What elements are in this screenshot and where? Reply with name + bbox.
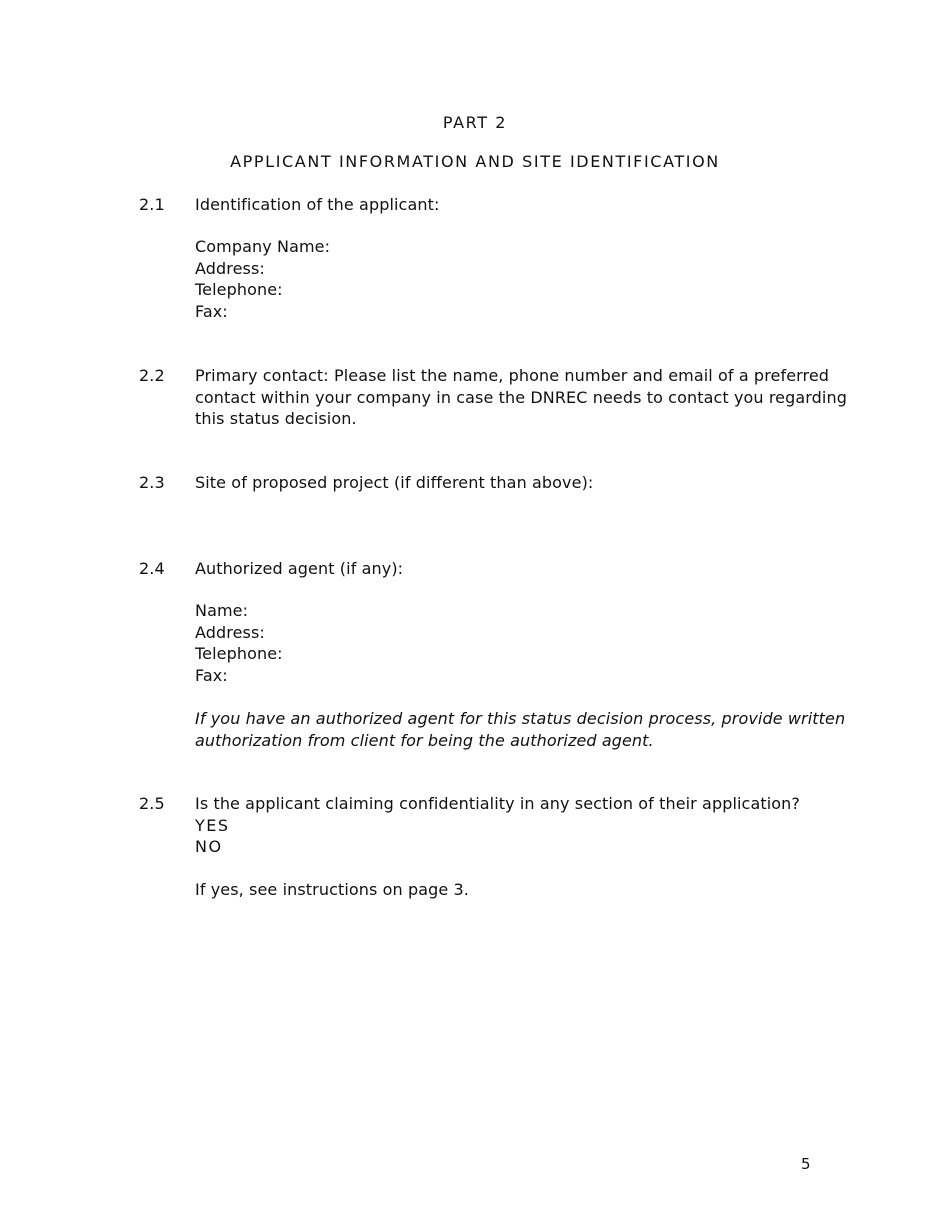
agent-fields [195,600,283,686]
primary-contact-line-2: contact within your company in case the DNREC needs to contact you regarding [195,387,847,407]
confidentiality-question: Is the applicant claiming confidentiality in any section of their application? [195,794,800,813]
section-title: APPLICANT INFORMATION AND SITE IDENTIFICATION [230,152,720,171]
section-number-2-2: 2.2 [139,366,165,385]
agent-authorization-note [195,708,845,751]
primary-contact-line-1: Primary contact: Please list the name, phone number and email of a preferred [195,366,830,385]
agent-note-line-2: authorization from client for being the authorized agent. [195,730,654,750]
agent-address-label: Address: [195,622,265,642]
confidentiality-block [195,793,800,858]
agent-telephone-label: Telephone: [195,644,283,663]
telephone-label: Telephone: [195,280,283,299]
agent-name-label: Name: [195,601,249,620]
company-name-label: Company Name: [195,237,331,256]
primary-contact-paragraph [195,365,847,430]
agent-fax-label: Fax: [195,665,228,685]
authorized-agent-label: Authorized agent (if any): [195,559,404,578]
agent-note-line-1: If you have an authorized agent for this status decision process, provide written [195,709,846,728]
applicant-identification-label: Identification of the applicant: [195,195,440,214]
project-site-label: Site of proposed project (if different than above): [195,473,594,492]
section-number-2-1: 2.1 [139,195,165,214]
section-number-2-5: 2.5 [139,794,165,813]
part-title: PART 2 [442,113,508,132]
option-yes: YES [195,815,230,835]
section-number-2-3: 2.3 [139,473,165,492]
primary-contact-line-3: this status decision. [195,409,357,428]
applicant-fields [195,236,330,322]
confidentiality-instructions-note: If yes, see instructions on page 3. [195,880,469,899]
fax-label: Fax: [195,301,228,321]
option-no: NO [195,837,223,856]
address-label: Address: [195,258,265,278]
section-number-2-4: 2.4 [139,559,165,578]
page-number: 5 [801,1155,811,1173]
